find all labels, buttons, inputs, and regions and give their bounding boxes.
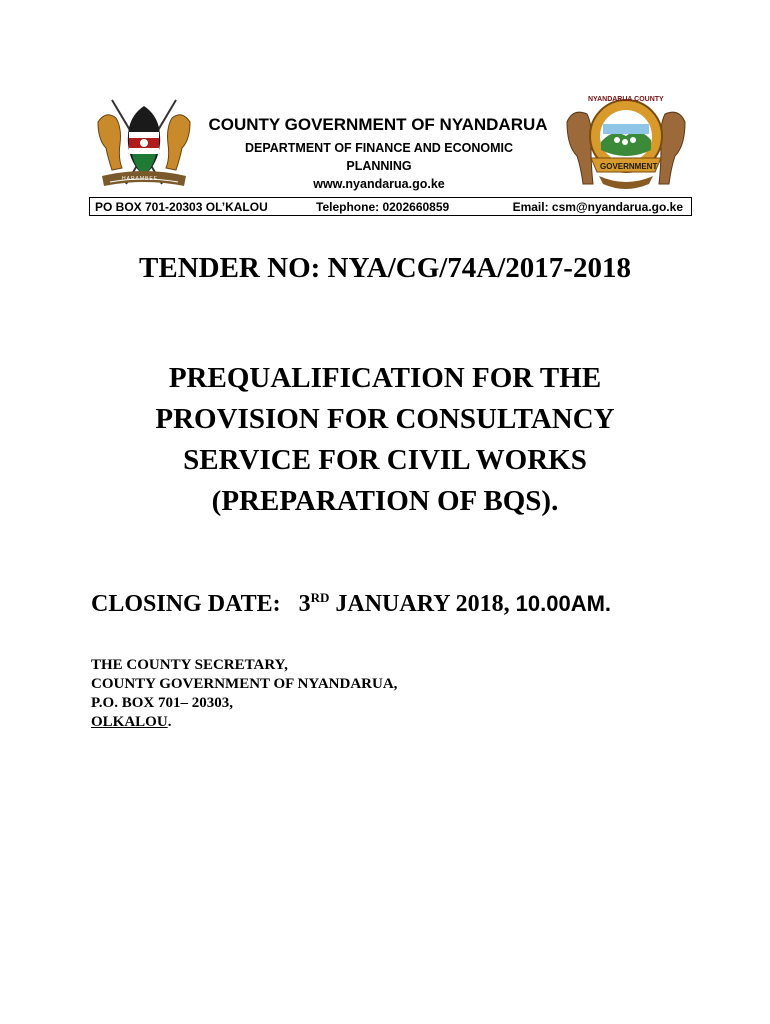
nyandarua-county-seal-emblem — [563, 92, 689, 196]
address-town: OLKALOU — [91, 714, 168, 730]
closing-day-suffix: RD — [310, 590, 330, 605]
telephone: Telephone: 0202660859 — [316, 200, 450, 214]
closing-time: 10.00AM. — [515, 591, 612, 616]
address-block — [91, 656, 397, 732]
title-line-1: PREQUALIFICATION FOR THE — [168, 362, 602, 394]
closing-date — [91, 591, 611, 618]
address-line-1: THE COUNTY SECRETARY, — [91, 657, 288, 673]
contact-bar — [89, 197, 692, 216]
harambee-motto: HARAMBEE — [122, 176, 159, 182]
county-government-title — [0, 115, 770, 135]
title-line-2: PROVISION FOR CONSULTANCY — [155, 403, 615, 435]
website-link[interactable]: www.nyandarua.go.ke — [313, 177, 445, 191]
address-line-2: COUNTY GOVERNMENT OF NYANDARUA, — [91, 676, 398, 692]
department-heading — [237, 139, 521, 175]
email[interactable]: Email: csm@nyandarua.go.ke — [512, 200, 683, 214]
closing-date-rest: JANUARY 2018, — [335, 591, 510, 617]
po-box: PO BOX 701-20303 OL’KALOU — [95, 200, 268, 214]
tender-title — [100, 358, 670, 522]
title-line-3: SERVICE FOR CIVIL WORKS — [183, 444, 587, 476]
department-line-1: DEPARTMENT OF FINANCE AND ECONOMIC — [244, 141, 514, 155]
title-line-4: (PREPARATION OF BQS). — [211, 485, 559, 517]
tender-number: TENDER NO: NYA/CG/74A/2017-2018 — [139, 252, 631, 284]
address-line-4-end: . — [167, 714, 172, 730]
address-line-4 — [91, 713, 397, 732]
seal-banner-text: GOVERNMENT — [600, 162, 658, 171]
county-title-text: COUNTY GOVERNMENT OF NYANDARUA — [208, 115, 548, 134]
seal-top-text: NYANDARUA COUNTY — [588, 96, 664, 103]
address-line-3: P.O. BOX 701– 20303, — [91, 695, 233, 711]
department-line-2: PLANNING — [346, 159, 412, 173]
closing-label: CLOSING DATE: — [91, 591, 281, 617]
closing-day: 3 — [298, 591, 311, 617]
